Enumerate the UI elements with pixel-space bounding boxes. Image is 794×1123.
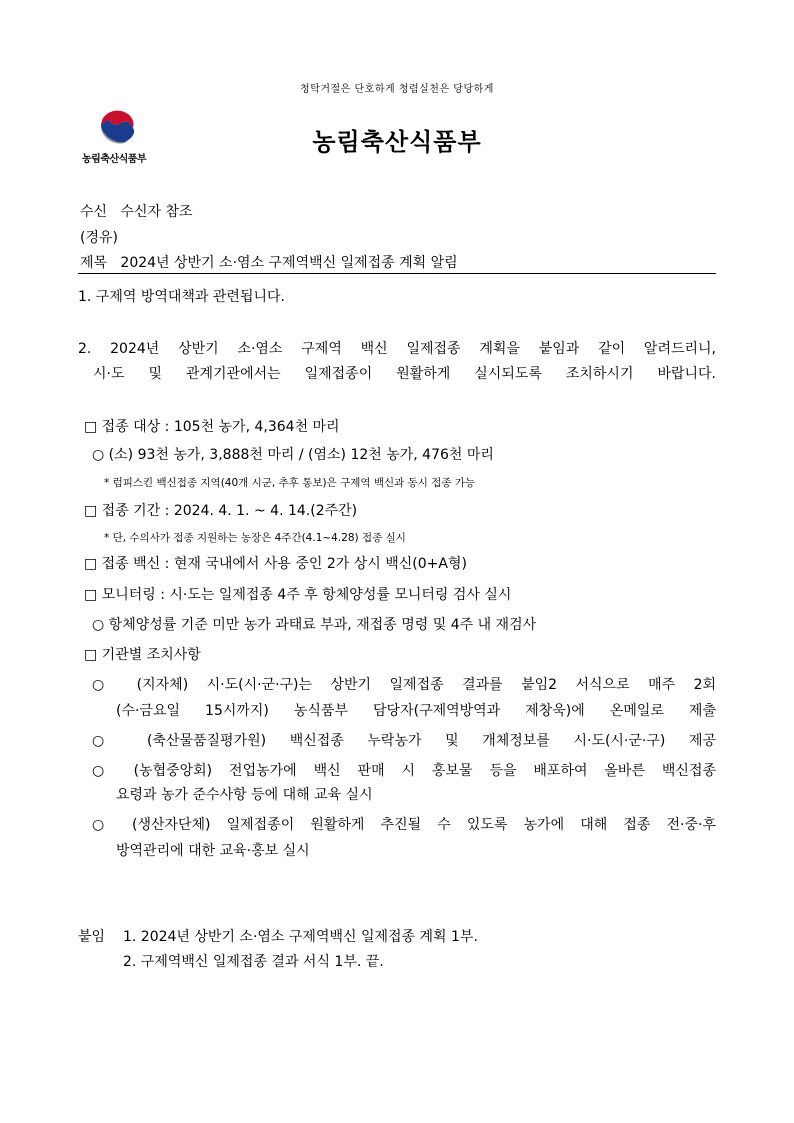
slogan: 청탁거절은 단호하게 청렴실천은 당당하게 [300, 84, 494, 95]
bullet-vaccine: □ 접종 백신 : 현재 국내에서 사용 중인 2가 상시 백신(0+A형) [84, 556, 467, 572]
bullet-target-note: * 럼피스킨 백신접종 지역(40개 시군, 추후 통보)은 구제역 백신과 동시 접종 가능 [104, 477, 476, 489]
bullet-target: □ 접종 대상 : 105천 농가, 4,364천 마리 [84, 419, 340, 435]
via-row: (경유) [80, 230, 118, 246]
subject-value: 2024년 상반기 소·염소 구제역백신 일제접종 계획 알림 [120, 255, 458, 271]
subject-label: 제목 [80, 255, 108, 271]
agency-quality-institute: ○ (축산물품질평가원) 백신접종 누락농가 및 개체정보를 시·도(시·군·구) 제공 [92, 733, 716, 749]
bullet-period-note: * 단, 수의사가 접종 지원하는 농장은 4주간(4.1~4.28) 접종 실시 [104, 532, 406, 544]
bullet-monitoring: □ 모니터링 : 시·도는 일제접종 4주 후 항체양성률 모니터링 검사 실시 [84, 587, 512, 603]
recipient-row [80, 201, 193, 221]
bullet-target-sub: ○ (소) 93천 농가, 3,888천 마리 / (염소) 12천 농가, 476천 마리 [92, 447, 494, 463]
agency-local-govt-line-1: ○ (지자체) 시·도(시·군·구)는 상반기 일제접종 결과를 붙임2 서식으로 매주 2회 [92, 677, 716, 693]
recipient-value: 수신자 참조 [120, 204, 193, 220]
agency-nonghyup-line-2: 요령과 농가 준수사항 등에 대해 교육 실시 [116, 787, 373, 803]
attachments-label: 붙임 [78, 929, 106, 945]
bullet-monitoring-sub: ○ 항체양성률 기준 미만 농가 과태료 부과, 재접종 명령 및 4주 내 재검사 [92, 617, 537, 633]
agency-producers-line-1: ○ (생산자단체) 일제접종이 원활하게 추진될 수 있도록 농가에 대해 접종 전·중·후 [92, 817, 716, 833]
paragraph-2-line-2: 시·도 및 관계기관에서는 일제접종이 원활하게 실시되도록 조치하시기 바랍니다. [93, 366, 716, 382]
agency-local-govt-line-2: (수·금요일 15시까지) 농식품부 담당자(구제역방역과 제창욱)에 온메일로 제출 [116, 703, 716, 719]
paragraph-2-line-1: 2. 2024년 상반기 소·염소 구제역 백신 일제접종 계획을 붙임과 같이 알려드리니, [78, 341, 716, 357]
attachment-item-2: 2. 구제역백신 일제접종 결과 서식 1부. 끝. [123, 954, 384, 970]
subject-row [80, 252, 458, 272]
logo-text: 농림축산식품부 [82, 154, 147, 165]
paragraph-1: 1. 구제역 방역대책과 관련됩니다. [78, 289, 285, 305]
bullet-period: □ 접종 기간 : 2024. 4. 1. ~ 4. 14.(2주간) [84, 503, 358, 519]
header-divider [78, 273, 716, 274]
recipient-label: 수신 [80, 204, 108, 220]
agency-nonghyup-line-1: ○ (농협중앙회) 전업농가에 백신 판매 시 홍보물 등을 배포하여 올바른 백신접종 [92, 763, 716, 779]
ministry-title: 농림축산식품부 [312, 128, 482, 156]
bullet-agency-actions: □ 기관별 조치사항 [84, 647, 201, 663]
agency-producers-line-2: 방역관리에 대한 교육·홍보 실시 [116, 843, 310, 859]
attachment-item-1: 1. 2024년 상반기 소·염소 구제역백신 일제접종 계획 1부. [123, 929, 478, 945]
